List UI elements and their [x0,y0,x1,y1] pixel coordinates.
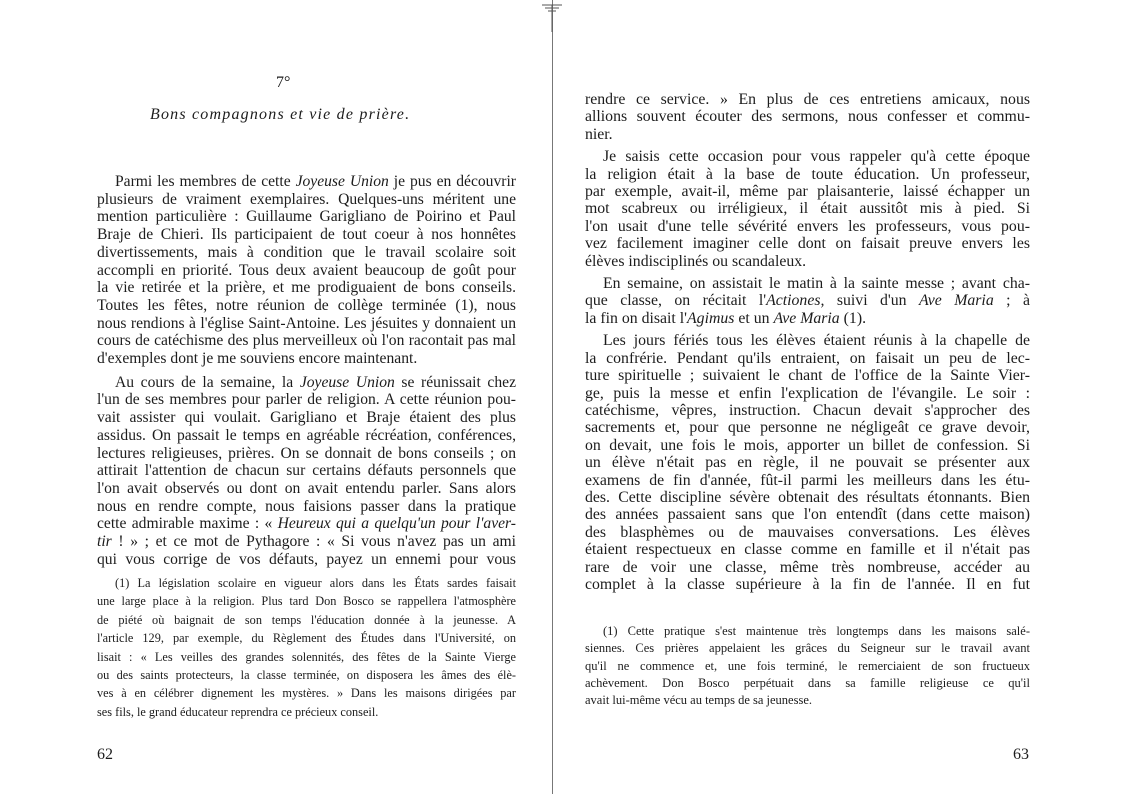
text-segment: mention particulière : Guillaume Garigliano de Poirino et Paul [97,208,516,226]
text-line [585,385,1030,402]
text-line [97,262,516,280]
text-line [97,684,516,702]
text-line [585,218,1030,235]
text-line [97,515,516,533]
text-segment: ou des saints protecteurs, la classe terminée, on disposera les âmes des élè- [97,668,516,683]
left-footnote [97,574,516,721]
text-segment: siennes. Ces prières appelaient les grâces du Seigneur sur le travail avant [585,641,1030,656]
text-segment: cette admirable maxime : « [97,515,278,533]
text-line [97,703,516,721]
book-spine [552,0,553,794]
text-segment: ! » ; et ce mot de Pythagore : « Si vous n'avez pas un ami [111,533,516,551]
text-segment: Je saisis cette occasion pour vous rappeler qu'à cette époque [603,148,1030,166]
text-segment: des années passaient sans que l'on entendît (dans cette maison) [585,506,1030,524]
text-line [97,592,516,610]
text-line [585,183,1030,200]
text-line [585,108,1030,125]
text-segment: examens de fin d'année, fût-il parmi les meilleurs dans les étu- [585,471,1030,489]
text-segment: (1) Cette pratique s'est maintenue très longtemps dans les maisons salé- [603,624,1030,638]
text-segment: avait lui-même vécu au temps de sa jeunesse. [585,693,813,708]
text-line [585,126,1030,143]
text-line [585,402,1030,419]
italic-text: Agimus [687,309,735,327]
text-line [97,315,516,333]
text-line [585,472,1030,489]
italic-text: Heureux qui a quelqu'un pour l'aver- [277,515,516,533]
text-line [585,275,1030,292]
text-segment: assidus. On passait le temps en agréable récréation, conférences, [97,426,516,444]
text-segment: on devait, une fois le mois, apporter un billet de confession. Si [585,436,1030,454]
text-segment: Au cours de la semaine, la [115,373,300,391]
text-line [97,533,516,551]
italic-text: Joyeuse Union [295,173,389,190]
text-segment: des blasphèmes ou de mauvaises conversations. Les élèves [585,523,1030,541]
text-line [585,524,1030,541]
text-segment: des. Cette discipline sévère obtenait des résultats étonnants. Bien [585,488,1030,506]
text-line [97,480,516,498]
left-body-text [97,173,516,568]
text-line [585,658,1030,675]
paragraph [97,374,516,569]
text-line [585,419,1030,436]
text-line [97,409,516,427]
text-line [585,166,1030,183]
text-segment: lectures religieuses, prières. On se donnait de bons conseils ; on [97,444,516,462]
text-segment: lisait : « Les veilles des grandes solennités, des fêtes de la Sainte Vierge [97,649,516,664]
text-segment: d'exemples dont je me souviens encore maintenant. [97,350,418,368]
text-segment: ture spirituelle ; suivaient le chant de l'office de la Sainte Vier- [585,367,1030,385]
text-segment: Parmi les membres de cette [115,173,296,190]
text-segment: allions souvent écouter des sermons, nous confesser et commu- [585,108,1030,126]
text-line [97,391,516,409]
text-segment: une large place à la religion. Plus tard Don Bosco se rappellera l'atmosphère [97,594,516,609]
text-segment: ; à [993,292,1030,310]
right-footnote [585,623,1030,709]
text-segment: accompli en priorité. Tous deux avaient beaucoup de goût pour [97,261,516,279]
paragraph [585,91,1030,143]
text-segment: mot scabreux ou irréligieux, il était aussitôt mis à pied. Si [585,200,1030,218]
page-number-left: 62 [97,746,113,763]
text-segment: nous en rendre compte, nous faisions passer dans la pratique [97,497,516,515]
text-segment: qui vous corrige de vos défauts, payez un ennemi pour vous [97,550,516,568]
text-line [97,279,516,297]
text-segment: attirait l'attention de chacun sur certains défauts personnels que [97,462,516,480]
text-line [585,489,1030,506]
text-line [585,559,1030,576]
text-segment: de piété où baignait de son temps l'éducation donnée à la jeunesse. A [97,612,516,627]
text-segment: plusieurs de vraiment exemplaires. Quelques-uns méritent une [97,190,516,208]
text-line [97,208,516,226]
text-line [97,244,516,262]
italic-text: Ave Maria [773,309,840,327]
binding-mark-icon [540,2,564,32]
text-line [97,574,516,592]
text-line [585,332,1030,349]
text-line [585,292,1030,309]
text-line [585,235,1030,252]
italic-text: tir [97,533,112,551]
text-segment: l'un de ses membres pour parler de religion. A cette réunion pou- [97,391,516,409]
text-segment: nous rendions à l'église Saint-Antoine. Les jésuites y donnaient un [97,314,516,332]
text-line [585,437,1030,454]
text-segment: achèvement. Don Bosco perpétuait dans sa famille religieuse ce qu'il [585,675,1030,690]
text-segment: vait assister qui voulait. Garigliano et Braje étaient des plus [97,409,516,427]
text-segment: vez facilement imaginer celle dont on faisait preuve envers les [585,235,1030,253]
text-segment: Toutes les fêtes, notre réunion de collège terminée (1), nous [97,296,516,314]
text-line [97,374,516,392]
right-body-text [585,91,1030,593]
text-segment: que classe, on récitait l' [585,292,767,310]
text-segment: complet à la classe supérieure à la fin de l'année. Il en fut [585,575,1030,593]
text-segment: Braje de Chieri. Ils participaient de tout coeur à nos honnêtes [97,226,516,244]
text-segment: se réunissait chez [394,373,516,391]
text-segment: En semaine, on assistait le matin à la sainte messe ; avant cha- [603,275,1030,293]
page-number-right: 63 [1013,746,1029,763]
text-segment: par exemple, avait-il, même par plaisanterie, laissé échapper un [585,183,1030,201]
text-segment: divertissements, mais à condition que le travail scolaire soit [97,243,516,261]
text-line [585,253,1030,270]
text-line [97,666,516,684]
text-line [97,648,516,666]
text-line [97,191,516,209]
text-line [97,498,516,516]
text-segment: la fin on disait l' [585,309,688,327]
text-segment: nier. [585,125,613,143]
paragraph [97,173,516,368]
text-line [585,91,1030,108]
text-line [585,640,1030,657]
text-segment: l'on usait d'une telle sévérité envers les professeurs, vous pou- [585,217,1030,235]
text-segment: la vie retirée et la prière, et me prodiguaient de bons conseils. [97,279,516,297]
text-line [585,367,1030,384]
text-line [97,173,516,191]
text-line [585,692,1030,709]
text-segment: catéchisme, vêpres, instruction. Chacun devait s'approcher des [585,401,1030,419]
text-line [585,506,1030,523]
paragraph [585,148,1030,270]
italic-text: Actiones, [766,292,825,310]
text-segment: je pus en découvrir [388,173,516,190]
text-segment: rendre ce service. » En plus de ces entretiens amicaux, nous [585,91,1030,108]
text-segment: sacrements et, pour que personne ne négligeât ce grave devoir, [585,419,1030,437]
text-segment: suivi d'un [824,292,919,310]
text-line [97,226,516,244]
text-line [97,350,516,368]
text-line [97,297,516,315]
text-line [97,332,516,350]
text-line [585,350,1030,367]
text-segment: Les jours fériés tous les élèves étaient réunis à la chapelle de [603,332,1030,350]
text-segment: ses fils, le grand éducateur reprendra ce précieux conseil. [97,704,379,719]
text-segment: qu'il ne commence et, une fois terminé, le remerciaient de son fructueux [585,658,1030,673]
text-line [585,310,1030,327]
text-segment: l'article 129, par exemple, du Règlement des Études dans l'Université, on [97,631,516,646]
text-line [585,200,1030,217]
text-segment: la confrérie. Pendant qu'ils entraient, on faisait un peu de lec- [585,349,1030,367]
text-segment: cours de catéchisme des plus merveilleux où l'on racontait pas mal [97,332,516,350]
text-line [97,629,516,647]
chapter-number: 7° [276,74,291,91]
text-line [97,462,516,480]
text-line [585,454,1030,471]
text-line [97,551,516,569]
text-line [585,148,1030,165]
text-line [585,541,1030,558]
text-line [585,623,1030,640]
text-segment: l'on avait observés ou dont on avait entendu parler. Sans alors [97,479,516,497]
text-segment: rare de voir une classe, même très nombreuse, accéder au [585,558,1030,576]
text-line [585,675,1030,692]
text-line [97,427,516,445]
text-line [97,611,516,629]
text-segment: et un [734,309,774,327]
paragraph [585,275,1030,327]
text-segment: élèves indisciplinés ou scandaleux. [585,252,807,270]
text-segment: la religion était à la base de toute éducation. Un professeur, [585,165,1030,183]
text-segment: (1) La législation scolaire en vigueur alors dans les États sardes faisait [115,576,516,590]
chapter-title: Bons compagnons et vie de prière. [150,106,411,123]
italic-text: Joyeuse Union [299,373,395,391]
text-line [585,576,1030,593]
text-segment: ge, puis la messe et enfin l'explication de l'évangile. Le soir : [585,384,1030,402]
text-segment: (1). [839,309,867,327]
italic-text: Ave Maria [919,292,994,310]
text-segment: ves à en célébrer dignement les mystères. » Dans les maisons dirigées par [97,686,516,701]
text-segment: un élève n'était pas en règle, il ne pouvait se présenter aux [585,454,1030,472]
text-line [97,445,516,463]
text-segment: étaient respectueux en classe comme en famille et il n'était pas [585,541,1030,559]
paragraph [585,332,1030,593]
